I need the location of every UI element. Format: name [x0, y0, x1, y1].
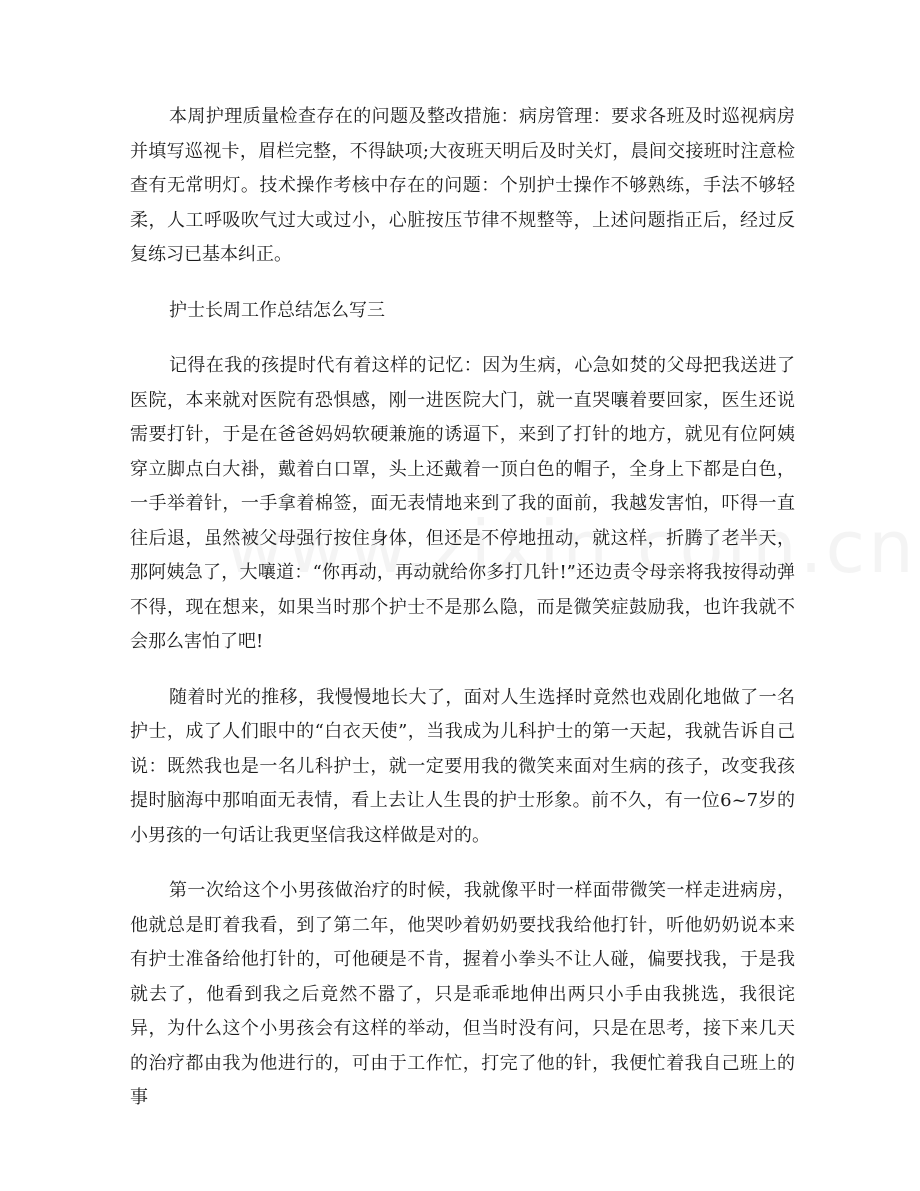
- document-body: [130, 100, 795, 1137]
- section-heading: 护士长周工作总结怎么写三: [169, 299, 385, 321]
- paragraph-little-boy: 第一次给这个小男孩做治疗的时候，我就像平时一样面带微笑一样走进病房，他就总是盯着我看，到了第二年，他哭吵着奶奶要找我给他打针，听他奶奶说本来有护士准备给他打针的，可他硬是不肯，握着小拳头不让人碰，偏要找我，于是我就去了，他看到我之后竟然不嚣了，只是乖乖地伸出两只小手由我挑选，我很诧异，为什么这个小男孩会有这样的举动，但当时没有问，只是在思考，接下来几天的治疗都由我为他进行的，可由于工作忙，打完了他的针，我便忙着我自己班上的事: [130, 880, 795, 1108]
- paragraph-quality-check: 本周护理质量检查存在的问题及整改措施：病房管理：要求各班及时巡视病房并填写巡视卡，眉栏完整，不得缺项;大夜班天明后及时关灯，晨间交接班时注意检查有无常明灯。技术操作考核中存在的问题：个别护士操作不够熟练，手法不够轻柔，人工呼吸吹气过大或过小，心脏按压节律不规整等，上述问题指正后，经过反复练习已基本纠正。: [130, 106, 795, 265]
- paragraph-childhood-memory: 记得在我的孩提时代有着这样的记忆：因为生病，心急如焚的父母把我送进了医院，本来就对医院有恐惧感，刚一进医院大门，就一直哭嚷着要回家，医生还说需要打针，于是在爸爸妈妈软硬兼施的诱逼下，来到了打针的地方，就见有位阿姨穿立脚点白大褂，戴着白口罩，头上还戴着一顶白色的帽子，全身上下都是白色，一手举着针，一手拿着棉签，面无表情地来到了我的面前，我越发害怕，吓得一直往后退，虽然被父母强行按住身体，但还是不停地扭动，就这样，折腾了老半天，那阿姨急了，大嚷道：“你再动，再动就给你多打几针!”还边责令母亲将我按得动弹不得，现在想来，如果当时那个护士不是那么隐，而是微笑症鼓励我，也许我就不会那么害怕了吧!: [130, 355, 795, 652]
- paragraph-becoming-nurse: 随着时光的推移，我慢慢地长大了，面对人生选择时竟然也戏剧化地做了一名护士，成了人们眼中的“白衣天使”，当我成为儿科护士的第一天起，我就告诉自己说：既然我也是一名儿科护士，就一定要用我的微笑来面对生病的孩子，改变我孩提时脑海中那咱面无表情，看上去让人生畏的护士形象。前不久，有一位6~7岁的小男孩的一句话让我更坚信我这样做是对的。: [130, 686, 795, 846]
